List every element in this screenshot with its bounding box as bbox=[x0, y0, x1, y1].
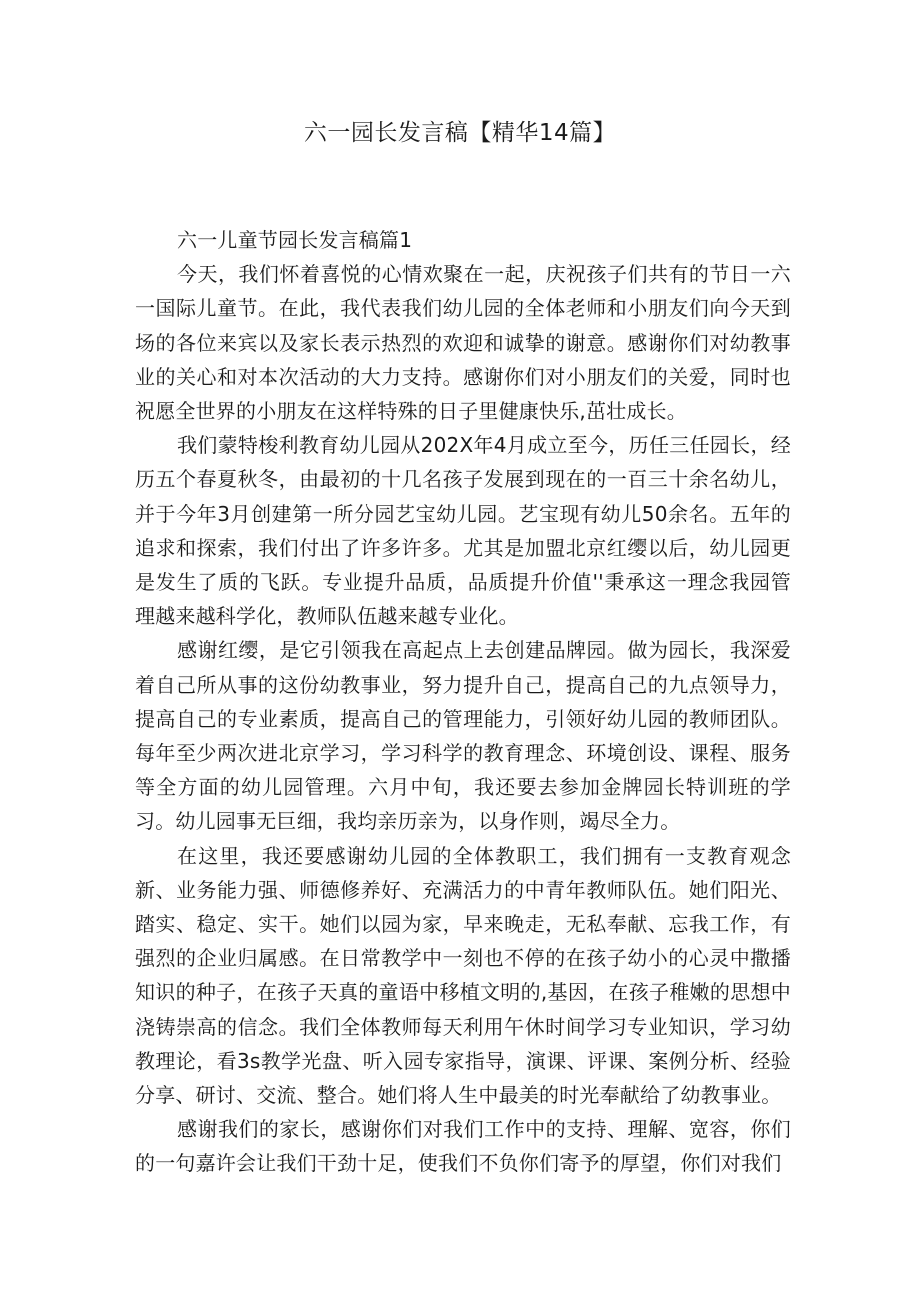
document-title: 六一园长发言稿【精华14篇】 bbox=[303, 120, 617, 146]
document-body bbox=[135, 223, 791, 1181]
paragraph-2: 我们蒙特梭利教育幼儿园从202X年4月成立至今，历任三任园长，经历五个春夏秋冬，由最初的十几名孩子发展到现在的一百三十余名幼儿，并于今年3月创建第一所分园艺宝幼儿园。艺宝现有幼儿50余名。五年的追求和探索，我们付出了许多许多。尤其是加盟北京红缨以后，幼儿园更是发生了质的飞跃。专业提升品质，品质提升价值''秉承这一理念我园管理越来越科学化，教师队伍越来越专业化。 bbox=[135, 433, 791, 629]
paragraph-3: 感谢红缨，是它引领我在高起点上去创建品牌园。做为园长，我深爱着自己所从事的这份幼教事业，努力提升自己，提高自己的九点领导力，提高自己的专业素质，提高自己的管理能力，引领好幼儿园的教师团队。每年至少两次进北京学习，学习科学的教育理念、环境创设、课程、服务等全方面的幼儿园管理。六月中旬，我还要去参加金牌园长特训班的学习。幼儿园事无巨细，我均亲历亲为，以身作则，竭尽全力。 bbox=[135, 638, 791, 834]
section-heading: 六一儿童节园长发言稿篇1 bbox=[177, 228, 413, 252]
paragraph-5: 感谢我们的家长，感谢你们对我们工作中的支持、理解、宽容，你们的一句嘉许会让我们干劲十足，使我们不负你们寄予的厚望，你们对我们 bbox=[135, 1117, 791, 1176]
paragraph-4: 在这里，我还要感谢幼儿园的全体教职工，我们拥有一支教育观念新、业务能力强、师德修养好、充满活力的中青年教师队伍。她们阳光、踏实、稳定、实干。她们以园为家，早来晚走，无私奉献、忘我工作，有强烈的企业归属感。在日常教学中一刻也不停的在孩子幼小的心灵中撒播知识的种子，在孩子天真的童语中移植文明的,基因，在孩子稚嫩的思想中浇铸崇高的信念。我们全体教师每天利用午休时间学习专业知识，学习幼教理论，看3s教学光盘、听入园专家指导，演课、评课、案例分析、经验分享、研讨、交流、整合。她们将人生中最美的时光奉献给了幼教事业。 bbox=[135, 843, 791, 1108]
paragraph-1: 今天，我们怀着喜悦的心情欢聚在一起，庆祝孩子们共有的节日一六一国际儿童节。在此，我代表我们幼儿园的全体老师和小朋友们向今天到场的各位来宾以及家长表示热烈的欢迎和诚挚的谢意。感谢你们对幼教事业的关心和对本次活动的大力支持。感谢你们对小朋友们的关爱，同时也祝愿全世界的小朋友在这样特殊的日子里健康快乐,茁壮成长。 bbox=[135, 262, 791, 424]
